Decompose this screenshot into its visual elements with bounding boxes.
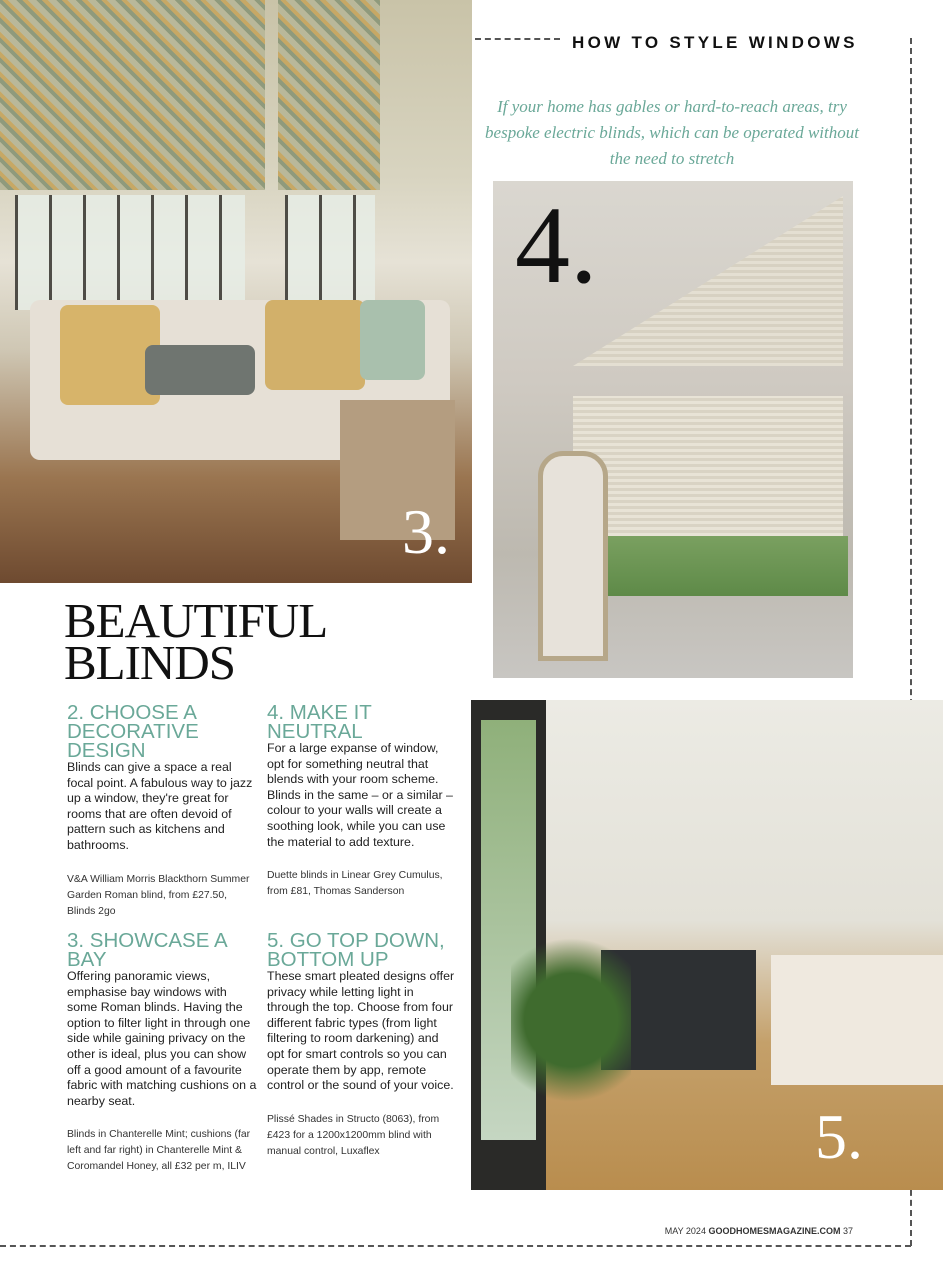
cushion (265, 300, 365, 390)
gable-blind (573, 196, 843, 366)
photo-bay-window-roman-blinds (0, 0, 472, 583)
dashed-border-bottom (0, 1245, 911, 1247)
section-heading: 4. MAKE IT NEUTRAL (267, 701, 372, 743)
product-credit: V&A William Morris Blackthorn Summer Garden Roman blind, from £27.50, Blinds 2go (67, 873, 250, 917)
monstera-plant (511, 920, 631, 1120)
section-body: Offering panoramic views, emphasise bay windows with some Roman blinds. Having the option to filter light in through one side while gaining privacy on the other is ideal, plus you can show off a good amount of a favourite fabric with matching cushions on a nearby seat. (67, 969, 257, 1108)
magazine-site: GOODHOMESMAGAZINE.COM (708, 1226, 841, 1236)
section-heading: 5. GO TOP DOWN, BOTTOM UP (267, 929, 445, 971)
photo-number: 4. (515, 184, 598, 306)
article-section (267, 931, 457, 1160)
article-section (67, 703, 257, 920)
product-credit: Duette blinds in Linear Grey Cumulus, from £81, Thomas Sanderson (267, 870, 443, 898)
window-right (285, 195, 375, 310)
product-credit: Plissé Shades in Structo (8063), from £423 for a 1200x1200mm blind with manual control, Luxaflex (267, 1113, 440, 1157)
section-body: For a large expanse of window, opt for something neutral that blends with your room scheme. Blinds in the same – or a similar – colour to your walls will create a soothing look, while you can use the material to add texture. (267, 741, 453, 849)
floor-mirror (538, 451, 608, 661)
page-number: 37 (842, 1226, 853, 1236)
section-body: Blinds can give a space a real focal point. A fabulous way to jazz up a window, they're great for rooms that are often devoid of pattern such as kitchens and bathrooms. (67, 760, 253, 852)
pleated-blind (573, 396, 843, 536)
headline (64, 593, 328, 690)
photo-kitchen-top-down-blinds (471, 700, 943, 1190)
issue-date: MAY 2024 (664, 1226, 706, 1236)
section-body: These smart pleated designs offer privacy while letting light in through the top. Choose from four different fabric types (from light filtering to room darkening) and opt for smart controls so you can operate them by app, remote control or the sound of your voice. (267, 969, 455, 1093)
article-section (67, 931, 257, 1175)
page-footer (665, 1226, 853, 1236)
photo-number: 3. (402, 496, 450, 567)
headline-line: BEAUTIFUL (64, 593, 328, 648)
garden-view (603, 536, 848, 596)
roman-blind-right (278, 0, 380, 190)
dashed-border-top (475, 38, 560, 40)
section-heading: 2. CHOOSE A DECORATIVE DESIGN (67, 701, 199, 762)
roman-blind-left (0, 0, 265, 190)
section-heading: 3. SHOWCASE A BAY (67, 929, 227, 971)
photo-number: 5. (815, 1101, 863, 1172)
headline-line: BLINDS (64, 635, 235, 690)
cushion (145, 345, 255, 395)
cushion (360, 300, 425, 380)
article-section (267, 703, 457, 900)
kitchen-island (771, 955, 943, 1085)
section-title: HOW TO STYLE WINDOWS (572, 33, 858, 52)
product-credit: Blinds in Chanterelle Mint; cushions (far left and far right) in Chanterelle Mint & Coromandel Honey, all £32 per m, ILIV (67, 1129, 251, 1173)
pull-quote: If your home has gables or hard-to-reach areas, try bespoke electric blinds, which can be operated without the need to stretch (485, 97, 859, 168)
window-left (15, 195, 245, 310)
